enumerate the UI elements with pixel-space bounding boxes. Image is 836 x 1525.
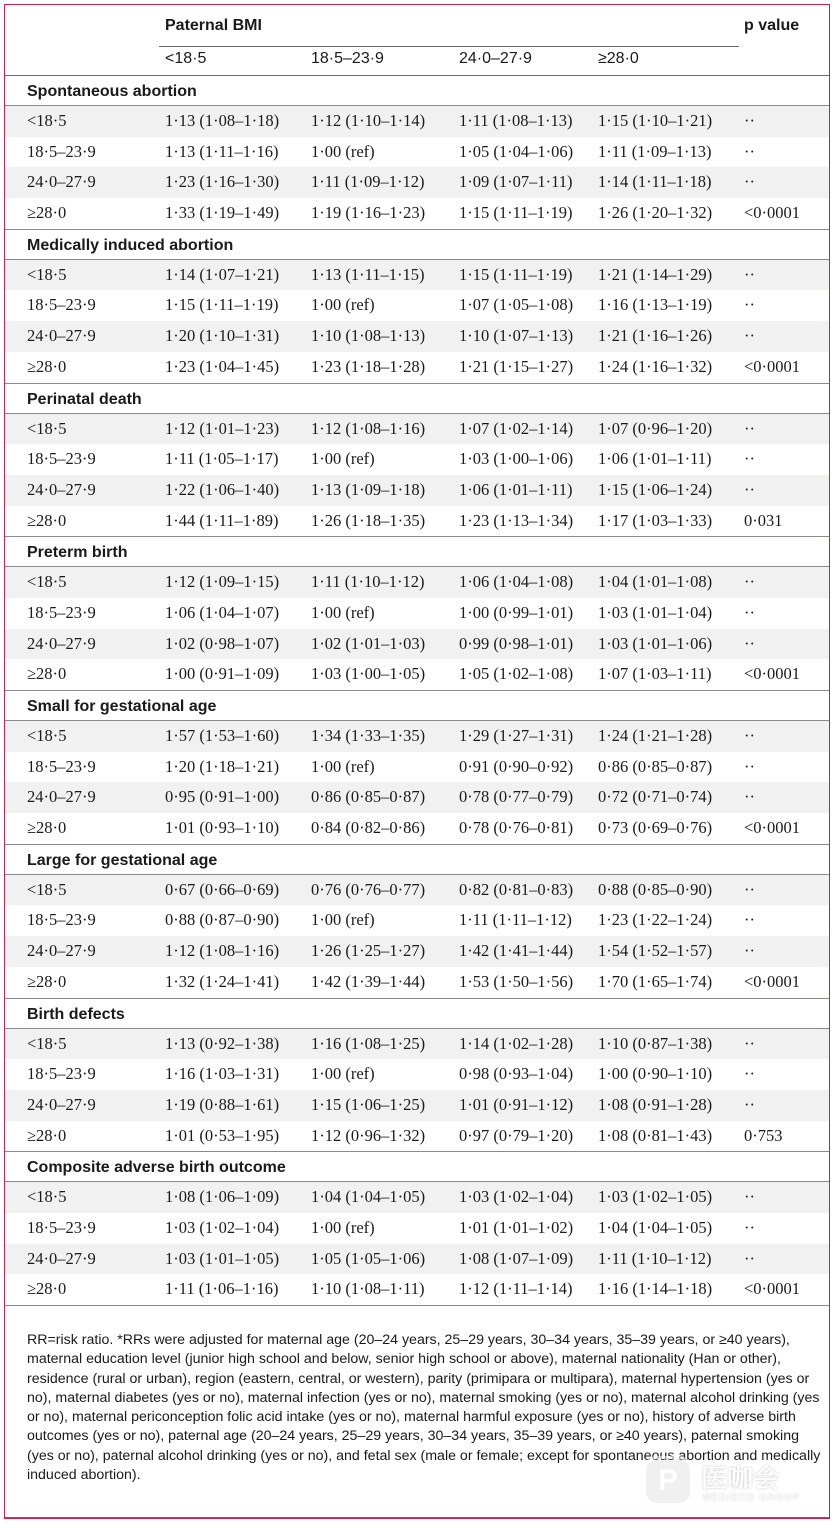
rr-cell: 1·09 (1·07–1·11): [459, 172, 573, 192]
rr-cell: 1·08 (1·06–1·09): [165, 1187, 280, 1207]
row-label: <18·5: [27, 1033, 67, 1053]
section-title: Spontaneous abortion: [5, 76, 829, 106]
section-title: Medically induced abortion: [5, 230, 829, 260]
rr-cell: 1·22 (1·06–1·40): [165, 479, 280, 499]
row-label: ≥28·0: [27, 818, 67, 838]
rr-cell: 1·04 (1·04–1·05): [311, 1187, 426, 1207]
watermark-subtitle: MEDIECO GROUP: [703, 1492, 801, 1502]
table-row: [5, 721, 829, 752]
p-value-cell: ··: [744, 1094, 755, 1114]
table-row: [5, 1274, 829, 1305]
table-row: [5, 352, 829, 383]
p-value-cell: ··: [744, 449, 755, 469]
results-table: [5, 5, 829, 1306]
p-value-cell: ··: [744, 264, 755, 284]
p-value-cell: ··: [744, 418, 755, 438]
table-row: [5, 813, 829, 844]
rr-cell: 1·23 (1·22–1·24): [598, 910, 713, 930]
rr-cell: 0·98 (0·93–1·04): [459, 1064, 574, 1084]
rr-cell: 1·03 (1·00–1·05): [311, 664, 426, 684]
rr-cell: 0·86 (0·85–0·87): [311, 787, 426, 807]
section-title: Birth defects: [5, 999, 829, 1029]
row-label: ≥28·0: [27, 971, 67, 991]
rr-cell: 1·15 (1·11–1·19): [165, 295, 279, 315]
rr-cell: 1·26 (1·20–1·32): [598, 203, 713, 223]
rr-cell: 0·73 (0·69–0·76): [598, 818, 713, 838]
table-row: [5, 290, 829, 321]
rr-cell: 1·15 (1·10–1·21): [598, 111, 713, 130]
p-value-cell: ··: [744, 295, 755, 315]
row-label: <18·5: [27, 1187, 67, 1207]
section-title: Large for gestational age: [5, 845, 829, 875]
rr-cell: 1·20 (1·10–1·31): [165, 326, 280, 346]
row-label: 24·0–27·9: [27, 633, 96, 653]
rr-cell: 1·03 (1·00–1·06): [459, 449, 574, 469]
p-value-cell: ··: [744, 941, 755, 961]
rr-cell: 1·05 (1·04–1·06): [459, 141, 574, 161]
table-body: [5, 76, 829, 1306]
rr-cell: 1·04 (1·01–1·08): [598, 572, 713, 592]
rr-cell: 1·33 (1·19–1·49): [165, 203, 280, 223]
section-title: Preterm birth: [5, 537, 829, 567]
rr-cell: 1·06 (1·04–1·08): [459, 572, 574, 592]
rr-cell: 1·00 (ref): [311, 141, 375, 161]
table-row: [5, 1090, 829, 1121]
rr-cell: 1·01 (0·93–1·10): [165, 818, 280, 838]
rr-cell: 0·91 (0·90–0·92): [459, 756, 574, 776]
rr-cell: 1·00 (0·99–1·01): [459, 602, 574, 622]
rr-cell: 1·11 (1·06–1·16): [165, 1279, 279, 1299]
rr-cell: 0·88 (0·87–0·90): [165, 910, 280, 930]
rr-cell: 1·26 (1·25–1·27): [311, 941, 426, 961]
rr-cell: 0·78 (0·77–0·79): [459, 787, 574, 807]
rr-cell: 1·08 (0·81–1·43): [598, 1125, 713, 1145]
rr-cell: 1·00 (ref): [311, 1217, 375, 1237]
rr-cell: 1·01 (0·53–1·95): [165, 1125, 280, 1145]
rr-cell: 1·23 (1·16–1·30): [165, 172, 280, 192]
rr-cell: 0·95 (0·91–1·00): [165, 787, 280, 807]
table-row: [5, 752, 829, 783]
p-value-cell: ··: [744, 326, 755, 346]
table-row: [5, 1244, 829, 1275]
watermark: [643, 1454, 819, 1510]
rr-cell: 1·44 (1·11–1·89): [165, 510, 279, 530]
p-value-cell: ··: [744, 572, 755, 592]
rr-cell: 1·03 (1·01–1·06): [598, 633, 713, 653]
rr-cell: 1·05 (1·05–1·06): [311, 1248, 426, 1268]
row-label: <18·5: [27, 111, 67, 130]
table-row: [5, 137, 829, 168]
row-label: <18·5: [27, 726, 67, 745]
p-value-cell: ··: [744, 1217, 755, 1237]
table-row: [5, 967, 829, 998]
rr-cell: 1·24 (1·16–1·32): [598, 356, 713, 376]
section-title: Small for gestational age: [5, 691, 829, 721]
table-row: [5, 167, 829, 198]
p-value-cell: ··: [744, 879, 755, 899]
rr-cell: 1·07 (1·03–1·11): [598, 664, 712, 684]
col-header-1: <18·5: [165, 50, 207, 67]
p-value-cell: ··: [744, 141, 755, 161]
p-value-cell: 0·031: [744, 510, 783, 530]
rr-cell: 1·05 (1·02–1·08): [459, 664, 574, 684]
p-value-cell: ··: [744, 1064, 755, 1084]
rr-cell: 1·12 (1·09–1·15): [165, 572, 280, 592]
rr-cell: 1·16 (1·14–1·18): [598, 1279, 713, 1299]
rr-cell: 1·15 (1·06–1·25): [311, 1094, 426, 1114]
rr-cell: 1·01 (0·91–1·12): [459, 1094, 574, 1114]
rr-cell: 1·08 (0·91–1·28): [598, 1094, 713, 1114]
rr-cell: 1·16 (1·08–1·25): [311, 1033, 426, 1053]
rr-cell: 0·97 (0·79–1·20): [459, 1125, 574, 1145]
section-divider: [5, 1305, 829, 1306]
p-value-cell: <0·0001: [744, 203, 801, 223]
row-label: 24·0–27·9: [27, 1248, 96, 1268]
rr-cell: 1·06 (1·01–1·11): [598, 449, 712, 469]
rr-cell: 1·11 (1·09–1·13): [598, 141, 712, 161]
row-label: ≥28·0: [27, 1279, 67, 1299]
rr-cell: 0·99 (0·98–1·01): [459, 633, 574, 653]
table-row: [5, 260, 829, 291]
rr-cell: 1·24 (1·21–1·28): [598, 726, 713, 745]
p-value-cell: <0·0001: [744, 356, 801, 376]
row-label: 24·0–27·9: [27, 479, 96, 499]
p-value-cell: ··: [744, 172, 755, 192]
table-row: [5, 444, 829, 475]
rr-cell: 1·15 (1·11–1·19): [459, 203, 573, 223]
rr-cell: 1·03 (1·02–1·04): [165, 1217, 280, 1237]
p-value-cell: ··: [744, 756, 755, 776]
table-row: [5, 106, 829, 137]
rr-cell: 1·10 (0·87–1·38): [598, 1033, 713, 1053]
footnote: RR=risk ratio. *RRs were adjusted for maternal age (20–24 years, 25–29 years, 30–34 years, 35–39 years, or ≥40 years), maternal education level (junior high school and below, senior high school or above), maternal nationality (Han or other), residence (rural or urban), region (eastern, central, or western), parity (primipara or multipara), maternal hypertension (yes or no), maternal diabetes (yes or no), maternal infection (yes or no), maternal smoking (yes or no), maternal alcohol drinking (yes or no), maternal periconception folic acid intake (yes or no), maternal harmful exposure (yes or no), history of adverse birth outcomes (yes or no), paternal age (20–24 years, 25–29 years, 30–34 years, 35–39 years, or ≥40 years), paternal smoking (yes or no), paternal alcohol drinking (yes or no), and fetal sex (male or female; except for spontaneous abortion and medically induced abortion).: [27, 1332, 821, 1484]
rr-cell: 1·53 (1·50–1·56): [459, 971, 574, 991]
rr-cell: 1·04 (1·04–1·05): [598, 1217, 713, 1237]
rr-cell: 1·13 (1·11–1·16): [165, 141, 279, 161]
row-label: ≥28·0: [27, 510, 67, 530]
table-row: [5, 905, 829, 936]
table-row: [5, 1182, 829, 1213]
rr-cell: 1·13 (1·11–1·15): [311, 264, 425, 284]
rr-cell: 0·72 (0·71–0·74): [598, 787, 713, 807]
row-label: <18·5: [27, 264, 67, 284]
rr-cell: 1·03 (1·02–1·05): [598, 1187, 713, 1207]
row-label: ≥28·0: [27, 356, 67, 376]
rr-cell: 1·00 (ref): [311, 449, 375, 469]
p-value-cell: ··: [744, 1033, 755, 1053]
col-header-4: ≥28·0: [598, 50, 639, 67]
table-row: [5, 629, 829, 660]
rr-cell: 0·78 (0·76–0·81): [459, 818, 574, 838]
rr-cell: 1·00 (ref): [311, 602, 375, 622]
rr-cell: 1·70 (1·65–1·74): [598, 971, 713, 991]
rr-cell: 1·00 (ref): [311, 756, 375, 776]
row-label: 18·5–23·9: [27, 602, 96, 622]
col-header-3: 24·0–27·9: [459, 50, 532, 67]
rr-cell: 1·34 (1·33–1·35): [311, 726, 426, 745]
table-frame: [4, 4, 830, 1519]
table-row: [5, 198, 829, 229]
table-row: [5, 659, 829, 690]
rr-cell: 1·16 (1·13–1·19): [598, 295, 713, 315]
rr-cell: 1·07 (1·05–1·08): [459, 295, 574, 315]
p-value-cell: ··: [744, 1248, 755, 1268]
rr-cell: 1·10 (1·08–1·13): [311, 326, 426, 346]
p-value-cell: <0·0001: [744, 818, 801, 838]
rr-cell: 1·02 (0·98–1·07): [165, 633, 280, 653]
rr-cell: 1·32 (1·24–1·41): [165, 971, 280, 991]
p-value-cell: ··: [744, 479, 755, 499]
rr-cell: 1·23 (1·04–1·45): [165, 356, 280, 376]
row-label: ≥28·0: [27, 664, 67, 684]
rr-cell: 1·07 (1·02–1·14): [459, 418, 574, 438]
rr-cell: 1·15 (1·11–1·19): [459, 264, 573, 284]
rr-cell: 1·21 (1·16–1·26): [598, 326, 713, 346]
row-label: 24·0–27·9: [27, 787, 96, 807]
watermark-logo-icon: P: [643, 1456, 693, 1506]
table-row: [5, 782, 829, 813]
table-row: [5, 936, 829, 967]
rr-cell: 1·00 (0·91–1·09): [165, 664, 280, 684]
row-label: 18·5–23·9: [27, 1064, 96, 1084]
rr-cell: 1·11 (1·11–1·12): [459, 910, 572, 930]
table-row: [5, 1121, 829, 1152]
rr-cell: 1·02 (1·01–1·03): [311, 633, 426, 653]
rr-cell: 1·19 (0·88–1·61): [165, 1094, 280, 1114]
rr-cell: 1·54 (1·52–1·57): [598, 941, 713, 961]
rr-cell: 1·13 (1·09–1·18): [311, 479, 426, 499]
section-title: Perinatal death: [5, 384, 829, 414]
p-value-cell: 0·753: [744, 1125, 783, 1145]
p-value-cell: ··: [744, 111, 755, 130]
table-row: [5, 598, 829, 629]
table-row: [5, 1029, 829, 1060]
p-value-cell: ··: [744, 602, 755, 622]
row-label: ≥28·0: [27, 203, 67, 223]
rr-cell: 1·15 (1·06–1·24): [598, 479, 713, 499]
rr-cell: 1·00 (0·90–1·10): [598, 1064, 713, 1084]
rr-cell: 1·07 (0·96–1·20): [598, 418, 713, 438]
rr-cell: 1·10 (1·07–1·13): [459, 326, 574, 346]
table-row: [5, 567, 829, 598]
rr-cell: 1·13 (0·92–1·38): [165, 1033, 280, 1053]
p-value-cell: ··: [744, 633, 755, 653]
header-row-1: [5, 5, 829, 43]
table-row: [5, 475, 829, 506]
rr-cell: 1·01 (1·01–1·02): [459, 1217, 574, 1237]
rr-cell: 1·12 (0·96–1·32): [311, 1125, 426, 1145]
rr-cell: 1·00 (ref): [311, 1064, 375, 1084]
rr-cell: 1·14 (1·02–1·28): [459, 1033, 574, 1053]
row-label: 24·0–27·9: [27, 172, 96, 192]
rr-cell: 1·21 (1·15–1·27): [459, 356, 574, 376]
header-row-2: [5, 43, 829, 75]
rr-cell: 1·20 (1·18–1·21): [165, 756, 280, 776]
rr-cell: 1·12 (1·08–1·16): [165, 941, 280, 961]
p-value-cell: <0·0001: [744, 1279, 801, 1299]
rr-cell: 1·19 (1·16–1·23): [311, 203, 426, 223]
row-label: 18·5–23·9: [27, 141, 96, 161]
rr-cell: 1·23 (1·18–1·28): [311, 356, 426, 376]
rr-cell: 1·11 (1·05–1·17): [165, 449, 279, 469]
row-label: <18·5: [27, 879, 67, 899]
p-value-cell: ··: [744, 787, 755, 807]
rr-cell: 1·03 (1·01–1·04): [598, 602, 713, 622]
rr-cell: 1·11 (1·08–1·13): [459, 111, 573, 130]
rr-cell: 1·00 (ref): [311, 295, 375, 315]
rr-cell: 1·16 (1·03–1·31): [165, 1064, 280, 1084]
row-label: 18·5–23·9: [27, 1217, 96, 1237]
rr-cell: 1·14 (1·11–1·18): [598, 172, 712, 192]
rr-cell: 1·13 (1·08–1·18): [165, 111, 280, 130]
rr-cell: 1·23 (1·13–1·34): [459, 510, 574, 530]
p-value-cell: ··: [744, 1187, 755, 1207]
row-label: 18·5–23·9: [27, 449, 96, 469]
rr-cell: 1·12 (1·11–1·14): [459, 1279, 573, 1299]
rr-cell: 1·10 (1·08–1·11): [311, 1279, 425, 1299]
rr-cell: 1·57 (1·53–1·60): [165, 726, 280, 745]
p-value-cell: ··: [744, 910, 755, 930]
rr-cell: 0·86 (0·85–0·87): [598, 756, 713, 776]
rr-cell: 0·82 (0·81–0·83): [459, 879, 574, 899]
watermark-name: 医咖会: [701, 1464, 780, 1494]
rr-cell: 0·84 (0·82–0·86): [311, 818, 426, 838]
rr-cell: 1·12 (1·10–1·14): [311, 111, 426, 130]
rr-cell: 0·76 (0·76–0·77): [311, 879, 426, 899]
table-row: [5, 321, 829, 352]
row-label: 24·0–27·9: [27, 1094, 96, 1114]
row-label: <18·5: [27, 572, 67, 592]
p-value-cell: ··: [744, 726, 755, 745]
p-value-cell: <0·0001: [744, 664, 801, 684]
row-label: 24·0–27·9: [27, 941, 96, 961]
rr-cell: 1·29 (1·27–1·31): [459, 726, 574, 745]
rr-cell: 1·42 (1·39–1·44): [311, 971, 426, 991]
rr-cell: 1·06 (1·01–1·11): [459, 479, 573, 499]
rr-cell: 1·14 (1·07–1·21): [165, 264, 280, 284]
rr-cell: 1·26 (1·18–1·35): [311, 510, 426, 530]
rr-cell: 1·11 (1·10–1·12): [311, 572, 425, 592]
row-label: 18·5–23·9: [27, 910, 96, 930]
rr-cell: 1·42 (1·41–1·44): [459, 941, 574, 961]
bottom-rule: [5, 1517, 829, 1518]
row-label: 18·5–23·9: [27, 756, 96, 776]
row-label: 18·5–23·9: [27, 295, 96, 315]
table-row: [5, 414, 829, 445]
rr-cell: 1·17 (1·03–1·33): [598, 510, 713, 530]
row-label: ≥28·0: [27, 1125, 67, 1145]
rr-cell: 1·21 (1·14–1·29): [598, 264, 713, 284]
table-row: [5, 1213, 829, 1244]
rr-cell: 1·11 (1·09–1·12): [311, 172, 425, 192]
rr-cell: 1·06 (1·04–1·07): [165, 602, 280, 622]
rr-cell: 1·03 (1·01–1·05): [165, 1248, 280, 1268]
rr-cell: 0·88 (0·85–0·90): [598, 879, 713, 899]
p-value-header: p value: [744, 17, 800, 34]
p-value-cell: <0·0001: [744, 971, 801, 991]
rr-cell: 1·08 (1·07–1·09): [459, 1248, 574, 1268]
rr-cell: 1·03 (1·02–1·04): [459, 1187, 574, 1207]
rr-cell: 0·67 (0·66–0·69): [165, 879, 280, 899]
rr-cell: 1·00 (ref): [311, 910, 375, 930]
row-label: 24·0–27·9: [27, 326, 96, 346]
table-row: [5, 506, 829, 537]
paternal-bmi-header: Paternal BMI: [165, 17, 262, 34]
table-row: [5, 1059, 829, 1090]
rr-cell: 1·12 (1·08–1·16): [311, 418, 426, 438]
rr-cell: 1·12 (1·01–1·23): [165, 418, 280, 438]
rr-cell: 1·11 (1·10–1·12): [598, 1248, 712, 1268]
row-label: <18·5: [27, 418, 67, 438]
col-header-2: 18·5–23·9: [311, 50, 384, 67]
table-row: [5, 875, 829, 906]
section-title: Composite adverse birth outcome: [5, 1152, 829, 1182]
